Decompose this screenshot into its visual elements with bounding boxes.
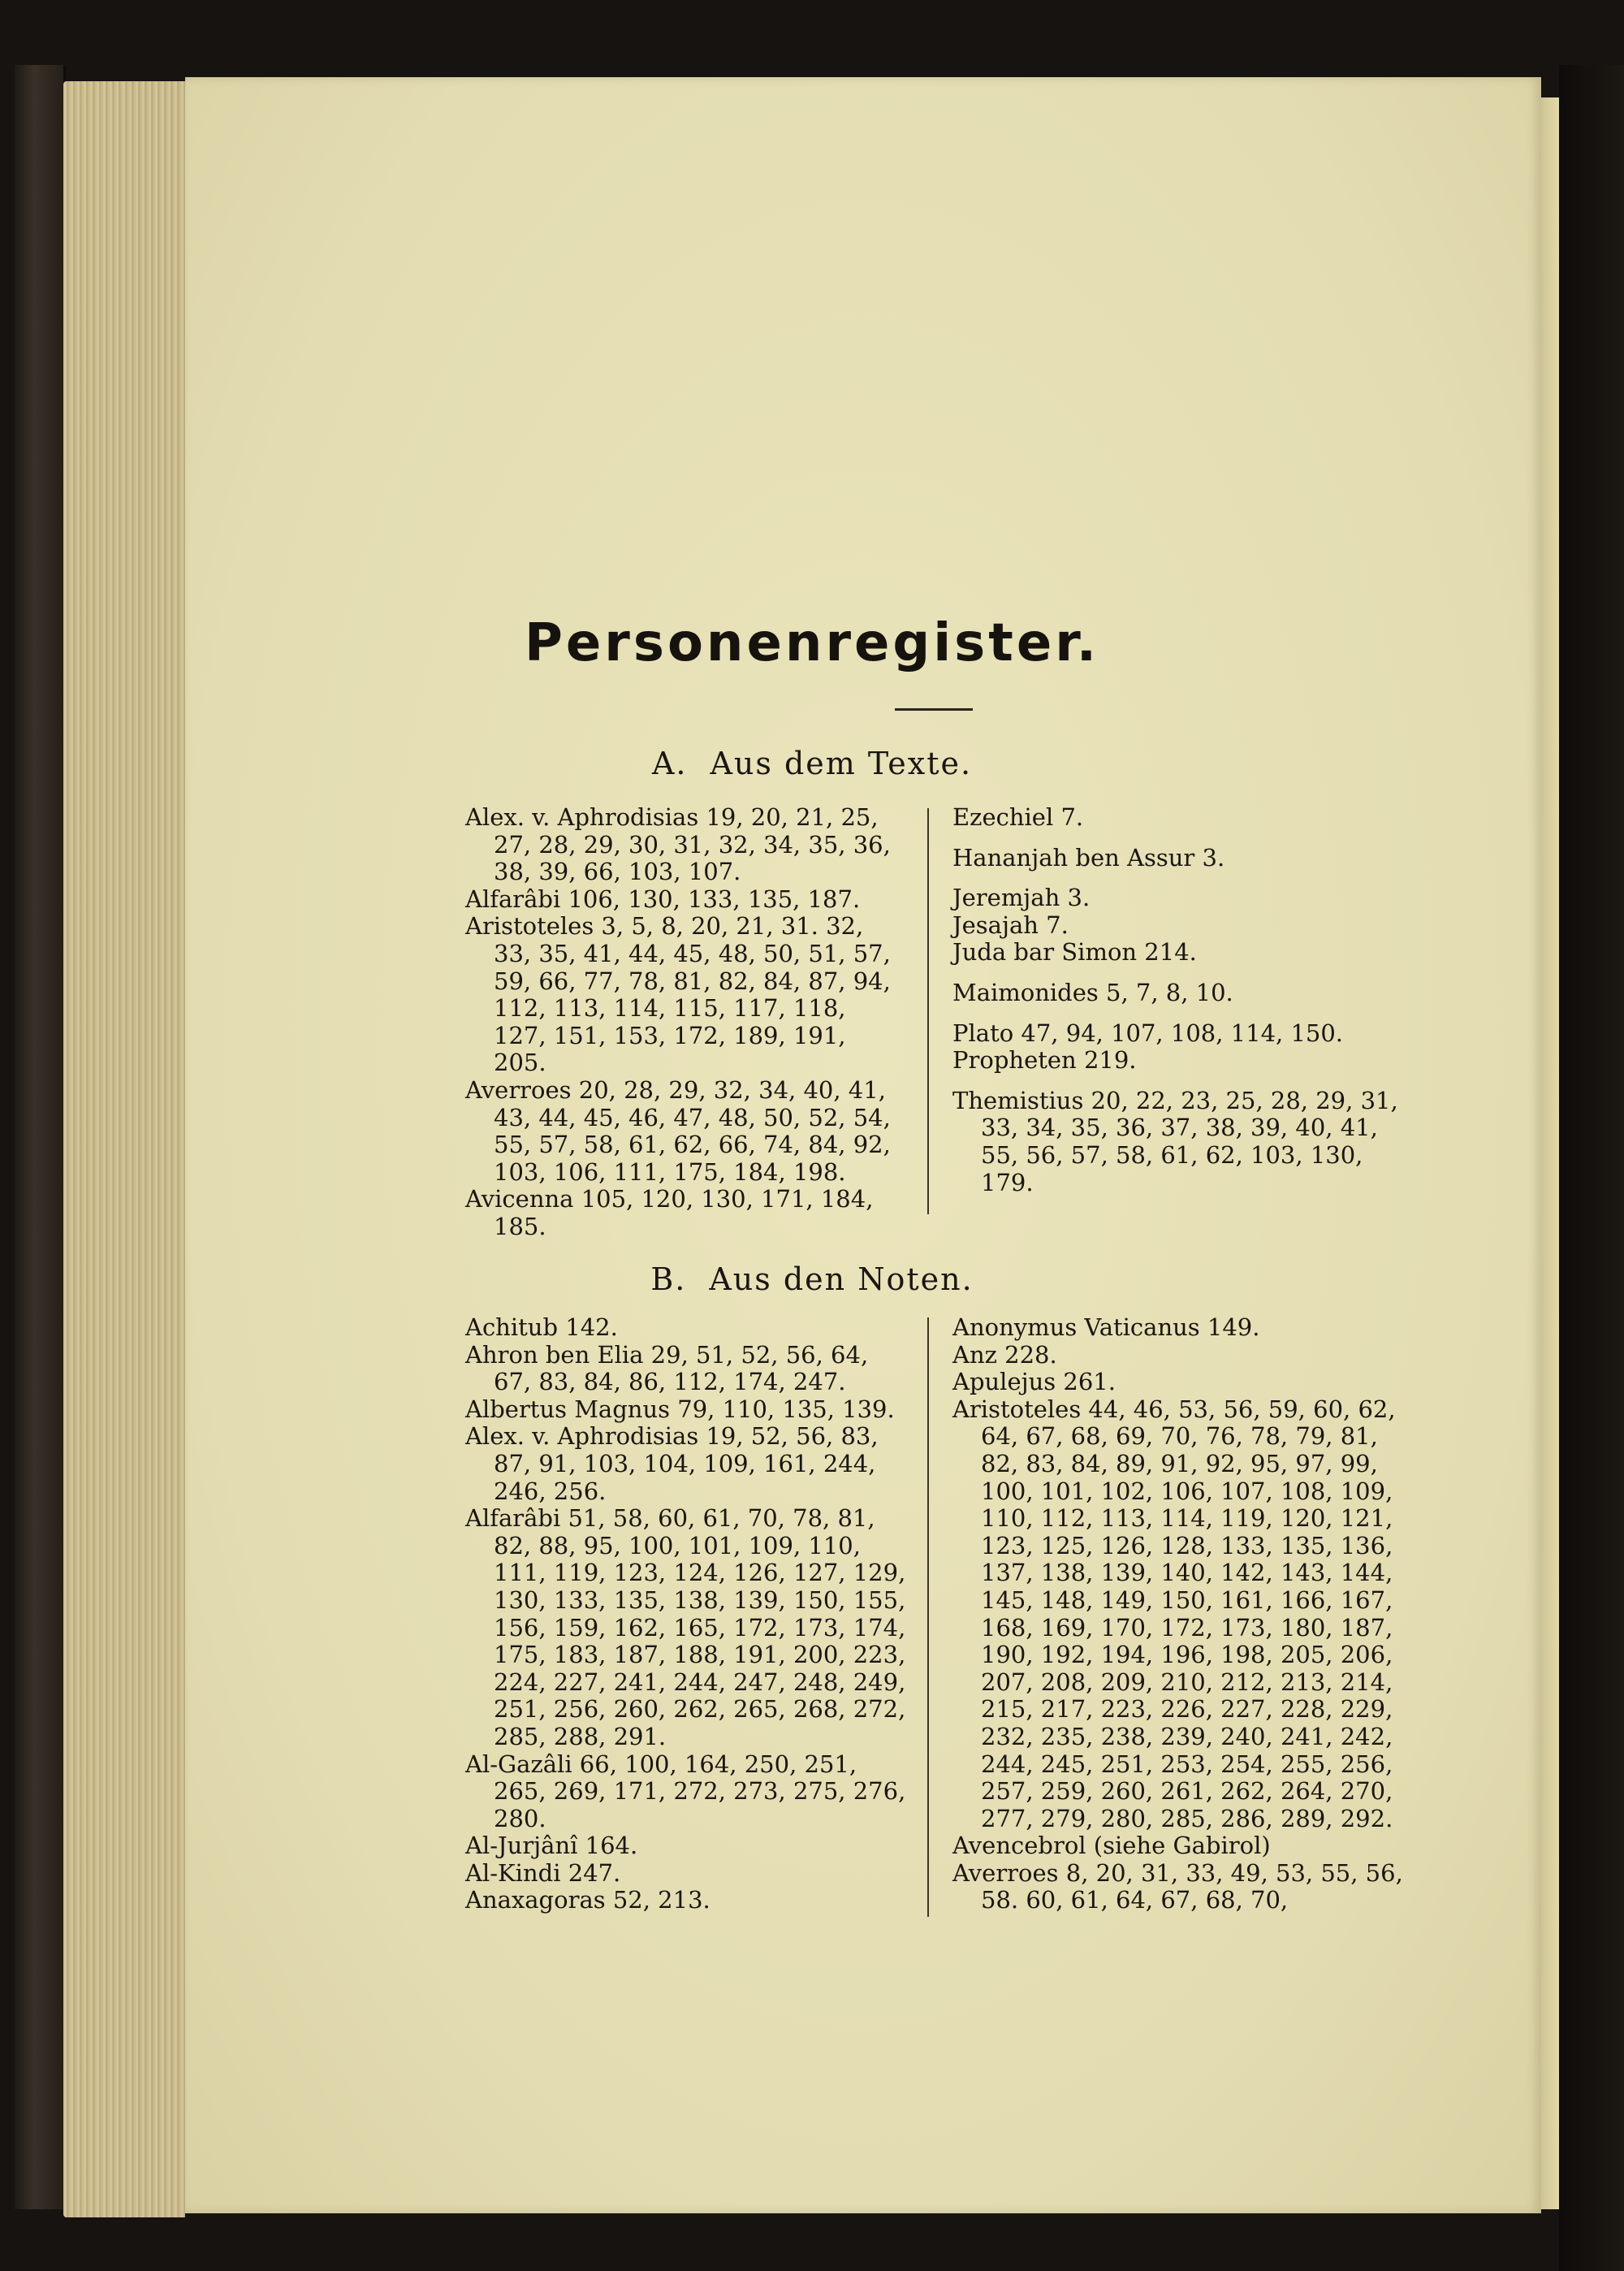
section-a-heading (0, 746, 1624, 781)
index-entry: Al-Kindi 247. (465, 1858, 621, 1887)
index-entry: Themistius 20, 22, 23, 25, 28, 29, 31, 33, 34, 35, 36, 37, 38, 39, 40, 41, 55, 56, 57, 58, 61, 62, 103, 130, 179. (952, 1086, 1398, 1196)
index-entry: Jeremjah 3. (952, 884, 1091, 912)
index-entry: Avencebrol (siehe Gabirol) (952, 1832, 1271, 1860)
section-a-right-column (952, 804, 1403, 1196)
section-b-right-column (952, 1314, 1403, 1914)
index-entry: Hananjah ben Assur 3. (952, 843, 1225, 872)
column-divider (927, 1317, 929, 1917)
index-entry: Propheten 219. (952, 1046, 1137, 1075)
index-entry: Aristoteles 44, 46, 53, 56, 59, 60, 62, 64, 67, 68, 69, 70, 76, 78, 79, 81, 82, 83, 84, 89, 91, 92, 95, 97, 99, 100, 101, 102, 106, 107, 108, 109, 110, 112, 113, 114, 119, 120, 121, 123, 125, 126, 128, 133, 135, 136, 137, 138, 139, 140, 142, 143, 144, 145, 148, 149, 150, 161, 166, 167, 168, 169, 170, 172, 173, 180, 187, 190, 192, 194, 196, 198, 205, 206, 207, 208, 209, 210, 212, 213, 214, 215, 217, 223, 226, 227, 228, 229, 232, 235, 238, 239, 240, 241, 242, 244, 245, 251, 253, 254, 255, 256, 257, 259, 260, 261, 262, 264, 270, 277, 279, 280, 285, 286, 289, 292. (952, 1395, 1396, 1832)
section-b-letter: B. (650, 1261, 687, 1297)
section-b-left-column (465, 1314, 908, 1914)
index-entry: Albertus Magnus 79, 110, 135, 139. (465, 1395, 895, 1423)
book-gutter (1559, 65, 1624, 2271)
section-a-letter: A. (651, 746, 688, 781)
index-entry: Jesajah 7. (952, 911, 1069, 939)
index-entry: Anaxagoras 52, 213. (465, 1886, 710, 1914)
index-entry: Achitub 142. (465, 1313, 618, 1341)
index-entry: Alex. v. Aphrodisias 19, 52, 56, 83, 87, 91, 103, 104, 109, 161, 244, 246, 256. (465, 1422, 879, 1505)
index-entry: Alex. v. Aphrodisias 19, 20, 21, 25, 27, 28, 29, 30, 31, 32, 34, 35, 36, 38, 39, 66, 103, 107. (465, 803, 891, 886)
index-entry: Averroes 8, 20, 31, 33, 49, 53, 55, 56, 58. 60, 61, 64, 67, 68, 70, (952, 1858, 1403, 1914)
title-rule (895, 708, 973, 711)
index-entry: Avicenna 105, 120, 130, 171, 184, 185. (465, 1185, 874, 1240)
index-entry: Alfarâbi 106, 130, 133, 135, 187. (465, 885, 861, 913)
page-title: Personenregister. (524, 613, 1100, 673)
index-entry: Aristoteles 3, 5, 8, 20, 21, 31. 32, 33, 35, 41, 44, 45, 48, 50, 51, 57, 59, 66, 77, 78, 81, 82, 84, 87, 94, 112, 113, 114, 115, 117, 118, 127, 151, 153, 172, 189, 191, 205. (465, 912, 891, 1077)
index-entry: Averroes 20, 28, 29, 32, 34, 40, 41, 43, 44, 45, 46, 47, 48, 50, 52, 54, 55, 57, 58, 61, 62, 66, 74, 84, 92, 103, 106, 111, 175, 184, 198. (465, 1075, 891, 1186)
index-entry: Ezechiel 7. (952, 803, 1084, 831)
index-entry: Juda bar Simon 214. (952, 938, 1197, 967)
page-edges (63, 81, 185, 2217)
index-entry: Ahron ben Elia 29, 51, 52, 56, 64, 67, 83, 84, 86, 112, 174, 247. (465, 1340, 869, 1396)
facing-page-edge (1541, 97, 1559, 2209)
index-entry: Plato 47, 94, 107, 108, 114, 150. (952, 1019, 1344, 1047)
column-divider (927, 808, 929, 1214)
section-b-heading (0, 1261, 1624, 1297)
section-a-left-column (465, 804, 904, 1241)
index-entry: Al-Jurjânî 164. (465, 1832, 638, 1860)
index-entry: Maimonides 5, 7, 8, 10. (952, 978, 1233, 1006)
index-entry: Anz 228. (952, 1340, 1057, 1369)
index-entry: Anonymus Vaticanus 149. (952, 1313, 1260, 1341)
book-binding (15, 65, 66, 2209)
index-entry: Al-Gazâli 66, 100, 164, 250, 251, 265, 269, 171, 272, 273, 275, 276, 280. (465, 1750, 906, 1832)
index-entry: Alfarâbi 51, 58, 60, 61, 70, 78, 81, 82, 88, 95, 100, 101, 109, 110, 111, 119, 123, 124, 126, 127, 129, 130, 133, 135, 138, 139, 150, 155, 156, 159, 162, 165, 172, 173, 174, 175, 183, 187, 188, 191, 200, 223, 224, 227, 241, 244, 247, 248, 249, 251, 256, 260, 262, 265, 268, 272, 285, 288, 291. (465, 1504, 906, 1750)
section-b-title: Aus den Noten. (709, 1261, 974, 1297)
section-a-title: Aus dem Texte. (710, 746, 973, 781)
index-entry: Apulejus 261. (952, 1368, 1116, 1396)
